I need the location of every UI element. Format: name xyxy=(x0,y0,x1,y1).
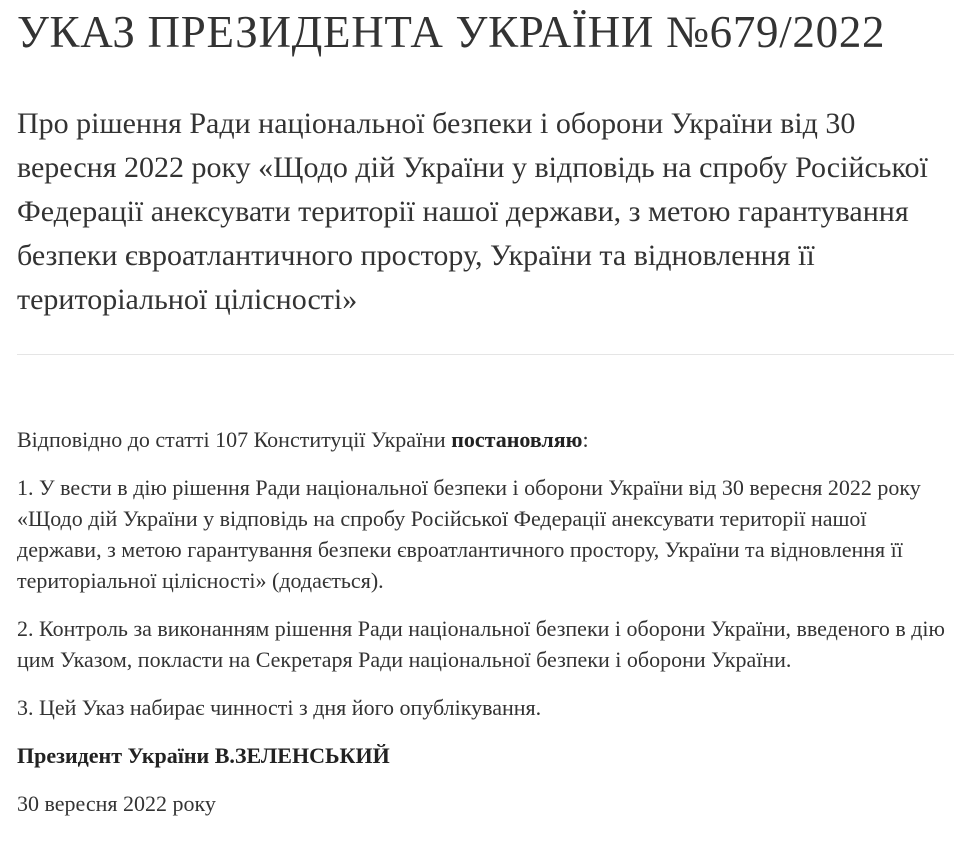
decree-date: 30 вересня 2022 року xyxy=(17,791,216,816)
decree-item-3: 3. Цей Указ набирає чинності з дня його опублікування. xyxy=(17,695,542,720)
signature: Президент України В.ЗЕЛЕНСЬКИЙ xyxy=(17,743,390,768)
decree-item-1: 1. У вести в дію рішення Ради національної безпеки і оборони України від 30 вересня 2022 року «Щодо дій України у відповідь на спробу Російської Федерації анексувати території нашої держави, з метою гарантування безпеки євроатлантичного простору, України та відновлення її територіальної цілісності» (додається). xyxy=(17,475,921,593)
intro-suffix: : xyxy=(582,427,589,452)
page-title: УКАЗ ПРЕЗИДЕНТА УКРАЇНИ №679/2022 xyxy=(17,7,886,57)
decree-item-2: 2. Контроль за виконанням рішення Ради національної безпеки і оборони України, введеного в дію цим Указом, покласти на Секретаря Ради національної безпеки і оборони України. xyxy=(17,616,945,672)
intro-prefix: Відповідно до статті 107 Конституції України xyxy=(17,427,452,452)
divider xyxy=(17,354,954,355)
decree-body xyxy=(17,424,954,819)
decree-subtitle: Про рішення Ради національної безпеки і оборони України від 30 вересня 2022 року «Щодо дій України у відповідь на спробу Російської Федерації анексувати території нашої держави, з метою гарантування безпеки євроатлантичного простору, України та відновлення її територіальної цілісності» xyxy=(17,107,928,316)
intro-paragraph xyxy=(17,424,954,455)
intro-bold: постановляю xyxy=(451,427,583,452)
